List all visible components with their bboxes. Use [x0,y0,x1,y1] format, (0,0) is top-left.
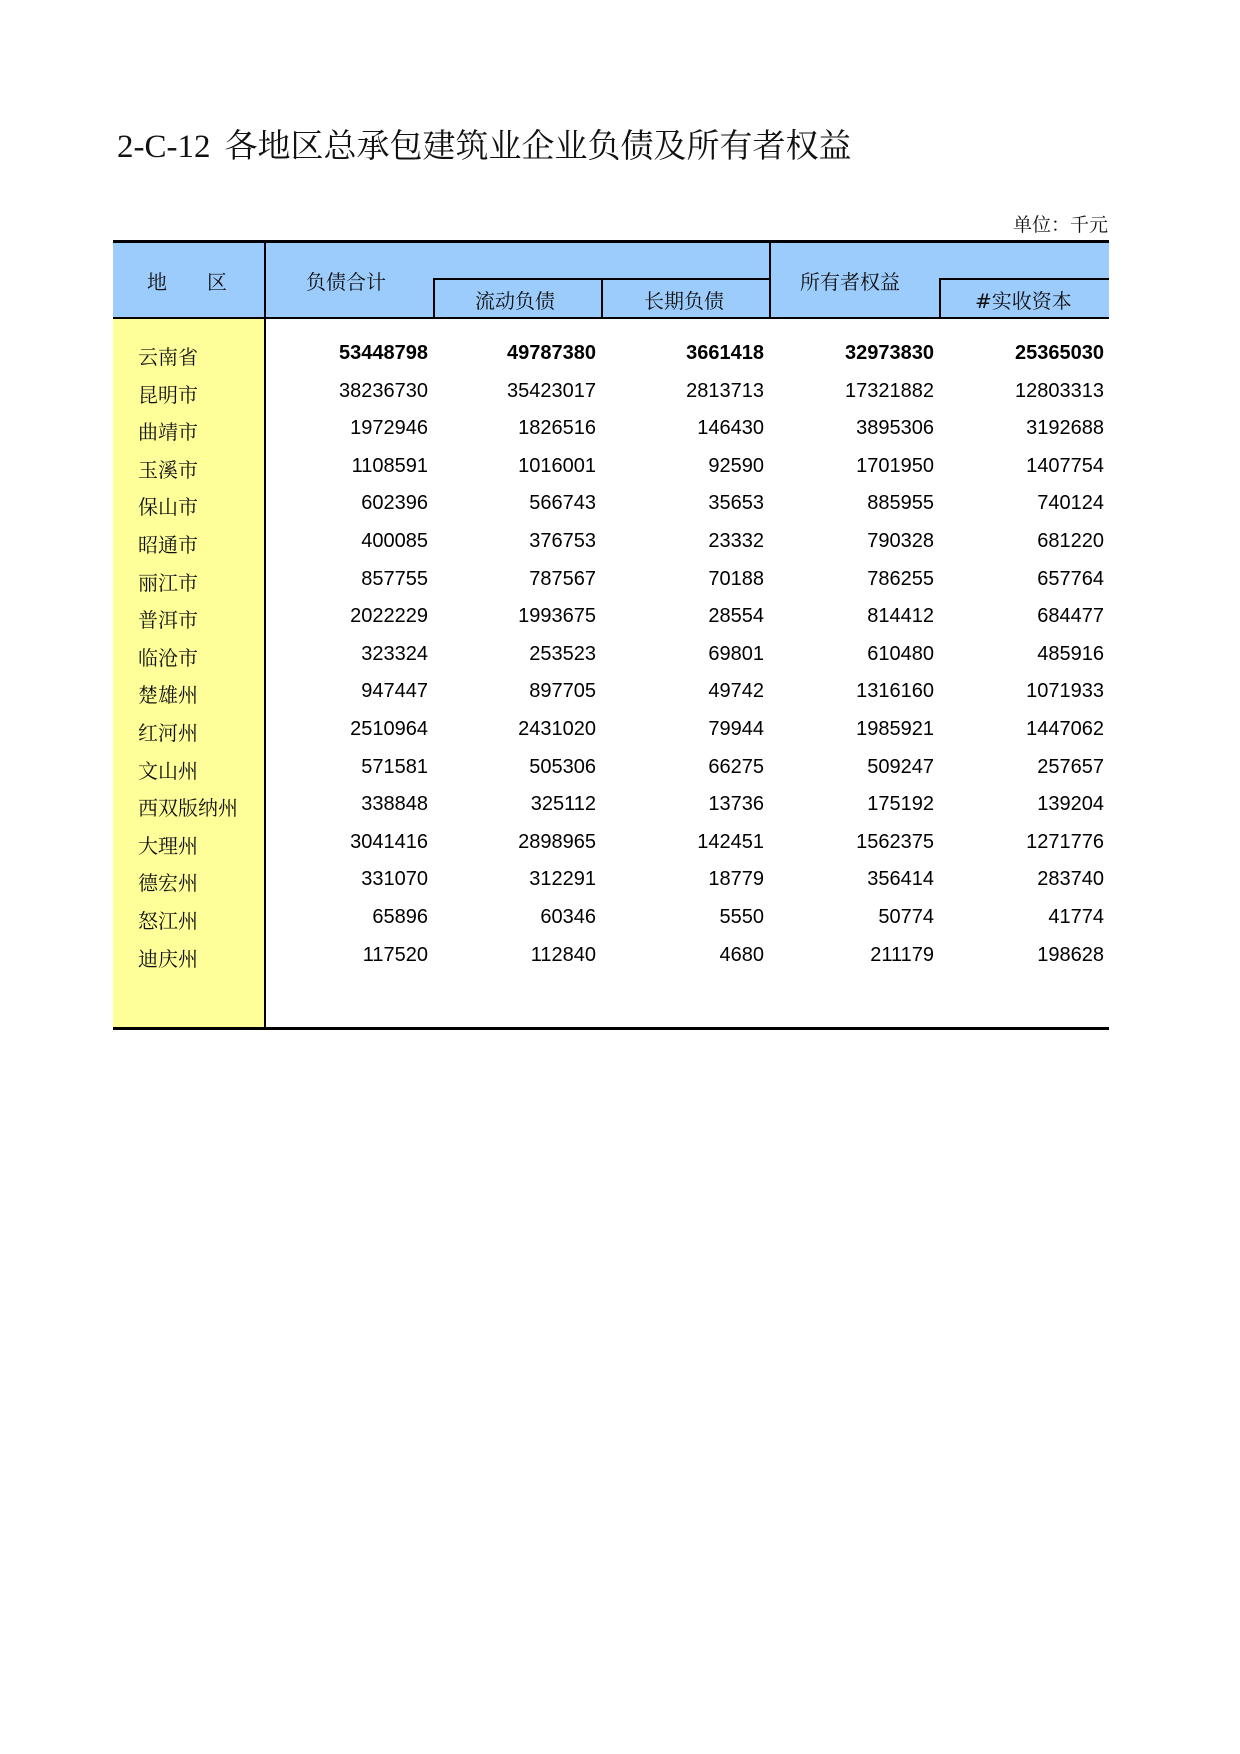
table-row [113,448,1109,486]
top-rule [113,240,1109,243]
table-row [113,485,1109,523]
region-name: 丽江市 [138,570,198,595]
value-cell: 657764 [1037,567,1104,590]
value-cell: 505306 [529,755,596,778]
value-cell: 257657 [1037,755,1104,778]
header-bottom-rule [113,317,1109,319]
current-liabilities-divider [433,278,435,318]
header-current-liabilities: 流动负债 [475,289,555,313]
value-cell: 1447062 [1026,718,1104,740]
value-cell: 92590 [708,454,764,477]
page-title [117,120,852,167]
value-cell: 356414 [867,868,934,891]
table-row [113,861,1109,899]
region-name: 普洱市 [138,608,198,633]
value-cell: 1071933 [1026,680,1104,703]
value-cell: 13736 [708,793,764,816]
value-cell: 146430 [697,417,764,440]
table-row [113,636,1109,674]
long-term-divider [601,278,603,318]
value-cell: 1562375 [856,830,934,853]
value-cell: 787567 [529,567,596,590]
table-row [113,899,1109,937]
region-name: 大理州 [138,833,198,858]
value-cell: 12803313 [1015,379,1104,402]
table-row [113,786,1109,824]
value-cell: 786255 [867,567,934,590]
value-cell: 112840 [530,943,596,966]
value-cell: 885955 [867,492,934,515]
value-cell: 32973830 [845,342,934,364]
value-cell: 79944 [708,718,764,740]
value-cell: 18779 [708,868,764,891]
value-cell: 1701950 [856,454,934,477]
value-cell: 814412 [867,605,934,628]
value-cell: 947447 [361,680,428,703]
value-cell: 3895306 [856,417,934,440]
value-cell: 211179 [870,943,934,966]
header-background [113,243,1109,317]
value-cell: 53448798 [339,342,428,364]
table-row [113,749,1109,787]
value-cell: 35653 [708,492,764,515]
value-cell: 49742 [708,680,764,703]
value-cell: 60346 [540,906,596,928]
value-cell: 1016001 [518,454,596,477]
value-cell: 66275 [708,755,764,778]
value-cell: 25365030 [1015,342,1104,364]
value-cell: 376753 [529,530,596,552]
table-row [113,373,1109,411]
value-cell: 610480 [867,642,934,665]
value-cell: 740124 [1037,492,1104,515]
value-cell: 1108591 [351,454,428,477]
equity-subheader-rule [939,278,1109,280]
equity-divider [769,243,771,318]
value-cell: 142451 [697,830,764,853]
table-code: 2-C-12 [117,129,211,165]
value-cell: 2813713 [686,379,764,402]
value-cell: 566743 [529,492,596,515]
value-cell: 49787380 [507,342,596,364]
value-cell: 5550 [719,906,764,928]
paid-in-capital-divider [939,278,941,318]
value-cell: 198628 [1037,943,1104,966]
value-cell: 139204 [1037,793,1104,816]
value-cell: 17321882 [845,379,934,402]
value-cell: 312291 [529,868,596,891]
region-name: 西双版纳州 [138,796,238,821]
value-cell: 325112 [530,793,596,816]
value-cell: 3661418 [686,342,764,364]
value-cell: 338848 [361,793,428,816]
value-cell: 1271776 [1026,830,1104,853]
value-cell: 602396 [361,492,428,515]
value-cell: 1826516 [518,417,596,440]
region-name: 保山市 [138,495,198,520]
table-row [113,711,1109,749]
value-cell: 23332 [708,530,764,552]
value-cell: 41774 [1048,906,1104,928]
region-name: 文山州 [138,758,198,783]
value-cell: 175192 [867,793,934,816]
region-name: 昭通市 [138,533,198,557]
value-cell: 65896 [372,906,428,928]
header-region: 地 区 [147,270,227,294]
region-name: 楚雄州 [138,683,198,708]
region-name: 玉溪市 [138,457,198,482]
bottom-rule [113,1027,1109,1030]
table-title: 各地区总承包建筑业企业负债及所有者权益 [224,126,852,165]
value-cell: 331070 [361,868,428,891]
region-name: 曲靖市 [138,420,198,445]
value-cell: 35423017 [507,379,596,402]
value-cell: 1972946 [350,417,428,440]
value-cell: 323324 [361,642,428,665]
value-cell: 897705 [529,680,596,703]
value-cell: 509247 [867,755,934,778]
value-cell: 2431020 [518,718,596,740]
value-cell: 857755 [361,567,428,590]
region-name: 云南省 [138,345,198,369]
table-row [113,561,1109,599]
value-cell: 571581 [361,755,428,778]
value-cell: 1985921 [856,718,934,740]
value-cell: 117520 [362,943,428,966]
value-cell: 283740 [1037,868,1104,891]
value-cell: 684477 [1037,605,1104,628]
value-cell: 69801 [708,642,764,665]
value-cell: 28554 [708,605,764,628]
region-name: 临沧市 [138,645,198,670]
table-row [113,598,1109,636]
value-cell: 1316160 [856,680,934,703]
value-cell: 2898965 [518,830,596,853]
region-name: 德宏州 [138,871,198,896]
header-owners-equity: 所有者权益 [800,270,900,294]
value-cell: 50774 [878,906,934,928]
table-row [113,673,1109,711]
value-cell: 2510964 [350,718,428,740]
table-row [113,937,1109,975]
region-name: 昆明市 [138,382,198,407]
value-cell: 681220 [1037,530,1104,552]
value-cell: 790328 [867,530,934,552]
region-name: 怒江州 [138,909,198,933]
header-total-liabilities: 负债合计 [306,270,386,294]
region-name: 迪庆州 [138,946,198,971]
value-cell: 253523 [529,642,596,665]
table-row [113,523,1109,561]
data-table [113,240,1109,1030]
value-cell: 4680 [719,943,764,966]
value-cell: 2022229 [350,605,428,628]
header-paid-in-capital: #实收资本 [975,289,1072,313]
value-cell: 3192688 [1026,417,1104,440]
table-row [113,410,1109,448]
table-row [113,335,1109,373]
region-name: 红河州 [138,721,198,745]
header-long-term-liabilities: 长期负债 [644,289,724,313]
value-cell: 3041416 [350,830,428,853]
value-cell: 38236730 [339,379,428,402]
value-cell: 70188 [708,567,764,590]
table-row [113,824,1109,862]
value-cell: 400085 [361,530,428,552]
unit-label: 单位：千元 [1012,214,1108,236]
value-cell: 1993675 [518,605,596,628]
value-cell: 485916 [1037,642,1104,665]
value-cell: 1407754 [1026,454,1104,477]
